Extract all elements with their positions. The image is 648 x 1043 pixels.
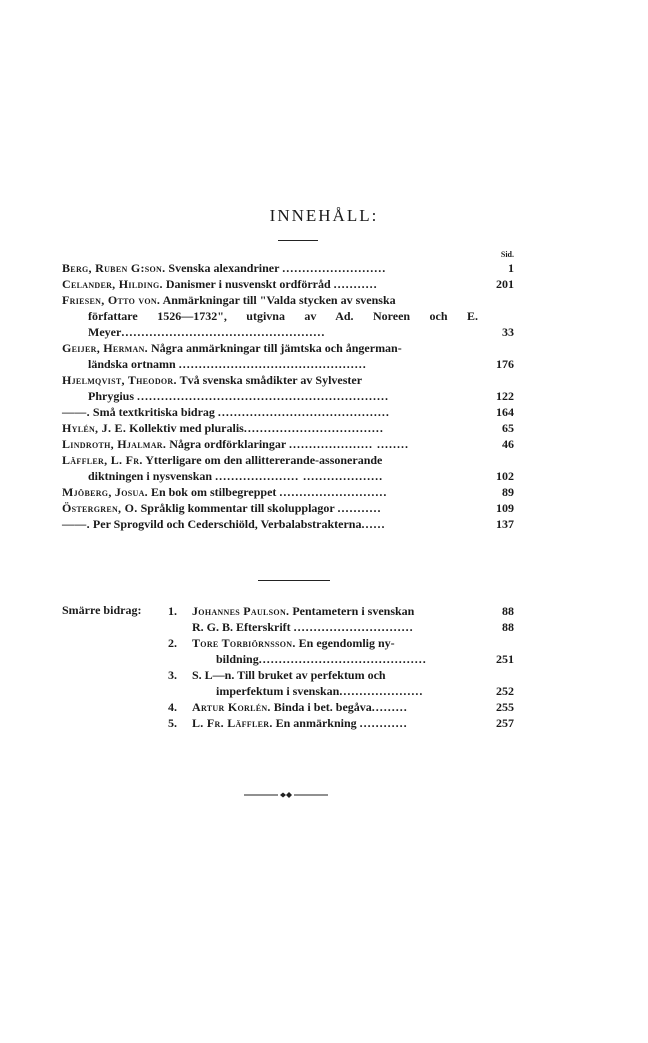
small-entry-number: 3.: [168, 668, 177, 682]
entry-page: 122: [496, 389, 514, 403]
entry-author: Östergren, O.: [62, 501, 138, 515]
entry-leader: ...........................................: [217, 405, 390, 419]
entry-page: 1: [508, 261, 514, 275]
entry-title: Små textkritiska bidrag: [92, 405, 215, 419]
entry-page: 137: [496, 517, 514, 531]
small-entry: [168, 619, 514, 635]
entry-author: Celander, Hilding.: [62, 277, 163, 291]
small-entry-author: Johannes Paulson.: [192, 604, 290, 618]
small-entry-leader: ............: [359, 716, 408, 730]
entry-title: Ytterligare om den allittererande-assonerande: [145, 453, 383, 467]
entry-page: 176: [496, 357, 514, 371]
small-entry-title: Efterskrift: [236, 620, 291, 634]
small-entry-author: Tore Torbiörnsson.: [192, 636, 296, 650]
toc-entry: [62, 500, 514, 516]
toc-entry: [62, 340, 514, 372]
toc-entry: [62, 404, 514, 420]
entry-page: 89: [502, 485, 514, 499]
entry-leader: ...........................: [279, 485, 388, 499]
entry-author: Läffler, L. Fr.: [62, 453, 143, 467]
entry-leader: ...............................................................: [137, 389, 390, 403]
entry-continuation-text: Phrygius: [88, 389, 135, 403]
entry-author: Mjöberg, Josua.: [62, 485, 148, 499]
small-entry-continuation-text: bildning: [216, 652, 259, 666]
small-entry: [168, 715, 514, 731]
entry-page: 164: [496, 405, 514, 419]
page-title: INNEHÅLL:: [269, 206, 379, 225]
entry-title: En bok om stilbegreppet: [150, 485, 277, 499]
entry-title: Språklig kommentar till skolupplagor: [140, 501, 335, 515]
entry-author: ——.: [62, 405, 90, 419]
entry-title: Per Sprogvild och Cederschiöld, Verbalabstrakterna: [92, 517, 362, 531]
entry-author: Hjelmqvist, Theodor.: [62, 373, 177, 387]
entry-leader: ..................... ........: [288, 437, 409, 451]
small-entry: [168, 603, 514, 619]
entry-page: 46: [502, 437, 514, 451]
entry-title: Anmärkningar till "Valda stycken av svenska: [162, 293, 396, 307]
entry-author: ——.: [62, 517, 90, 531]
toc-entry: [62, 452, 514, 484]
entry-title: Två svenska smådikter av Sylvester: [179, 373, 363, 387]
toc-entry: [62, 372, 514, 404]
entry-continuation: [62, 308, 478, 340]
title-rule: [278, 240, 318, 241]
small-entry-continuation: [192, 683, 478, 699]
page-column-label: Sid.: [500, 250, 514, 259]
small-entry-page: 88: [502, 604, 514, 618]
small-entry-number: 2.: [168, 636, 177, 650]
entry-continuation: [62, 356, 478, 372]
smaller-contributions-label: Smärre bidrag:: [62, 603, 142, 617]
entry-leader: ..................... ....................: [215, 469, 384, 483]
small-entry-number: 5.: [168, 716, 177, 730]
entry-continuation: [62, 468, 478, 484]
entry-author: Friesen, Otto von.: [62, 293, 161, 307]
entry-continuation: [62, 388, 478, 404]
entry-title: Några anmärkningar till jämtska och ångerman-: [150, 341, 402, 355]
small-entry-continuation: [192, 651, 478, 667]
end-ornament: [244, 790, 328, 800]
small-entry: [168, 667, 514, 699]
small-entry-author: S. L—n.: [192, 668, 235, 682]
entry-leader: ......: [361, 517, 386, 531]
small-entry-title: Till bruket av perfektum och: [237, 668, 386, 682]
small-entry: [168, 699, 514, 715]
entry-page: 109: [496, 501, 514, 515]
entry-page: 65: [502, 421, 514, 435]
small-entry-title: En egendomlig ny-: [298, 636, 395, 650]
small-entry-author: R. G. B.: [192, 620, 234, 634]
entry-author: Lindroth, Hjalmar.: [62, 437, 167, 451]
entry-leader: ..........................: [282, 261, 387, 275]
entry-page: 201: [496, 277, 514, 291]
entry-leader: ...................................................: [121, 325, 326, 339]
small-entry-page: 251: [496, 652, 514, 666]
toc-entry: [62, 516, 514, 532]
entry-leader: ...................................: [243, 421, 384, 435]
toc-entry: [62, 260, 514, 276]
small-entry-page: 257: [496, 716, 514, 730]
entry-page: 33: [502, 325, 514, 339]
entry-author: Berg, Ruben G:son.: [62, 261, 166, 275]
small-entry: [168, 635, 514, 667]
small-entry-page: 252: [496, 684, 514, 698]
entry-author: Geijer, Herman.: [62, 341, 148, 355]
small-entry-leader: .........: [371, 700, 408, 714]
toc-entry: [62, 276, 514, 292]
entry-leader: ...........: [337, 501, 382, 515]
entry-continuation-text: författare 1526—1732", utgivna av Ad. Noreen och E. Meyer: [88, 309, 478, 339]
entry-page: 102: [496, 469, 514, 483]
entry-title: Kollektiv med pluralis: [129, 421, 244, 435]
toc-entry: [62, 484, 514, 500]
small-entry-page: 255: [496, 700, 514, 714]
small-entry-leader: ..........................................: [258, 652, 427, 666]
small-entry-leader: .....................: [339, 684, 424, 698]
small-entry-title: Pentametern i svenskan: [292, 604, 415, 618]
toc-entry: [62, 436, 514, 452]
entry-author: Hylén, J. E.: [62, 421, 127, 435]
small-entry-number: 1.: [168, 604, 177, 618]
small-entry-author: L. Fr. Läffler.: [192, 716, 273, 730]
small-entry-number: 4.: [168, 700, 177, 714]
small-entry-page: 88: [502, 620, 514, 634]
entry-leader: ...............................................: [178, 357, 367, 371]
small-entry-title: En anmärkning: [275, 716, 357, 730]
small-entry-leader: ..............................: [293, 620, 414, 634]
small-entry-title: Binda i bet. begåva: [273, 700, 372, 714]
toc-entry: [62, 420, 514, 436]
table-of-contents: [62, 260, 514, 532]
entry-continuation-text: diktningen i nysvenskan: [88, 469, 213, 483]
toc-entry: [62, 292, 514, 340]
entry-leader: ...........: [333, 277, 378, 291]
small-entry-continuation-text: imperfektum i svenskan: [216, 684, 340, 698]
smaller-contributions-list: [168, 603, 514, 731]
entry-continuation-text: ländska ortnamn: [88, 357, 176, 371]
small-entry-author: Artur Korlén.: [192, 700, 271, 714]
entry-title: Danismer i nusvenskt ordförråd: [165, 277, 331, 291]
entry-title: Svenska alexandriner: [168, 261, 280, 275]
entry-title: Några ordförklaringar: [169, 437, 286, 451]
section-rule: [258, 580, 330, 581]
